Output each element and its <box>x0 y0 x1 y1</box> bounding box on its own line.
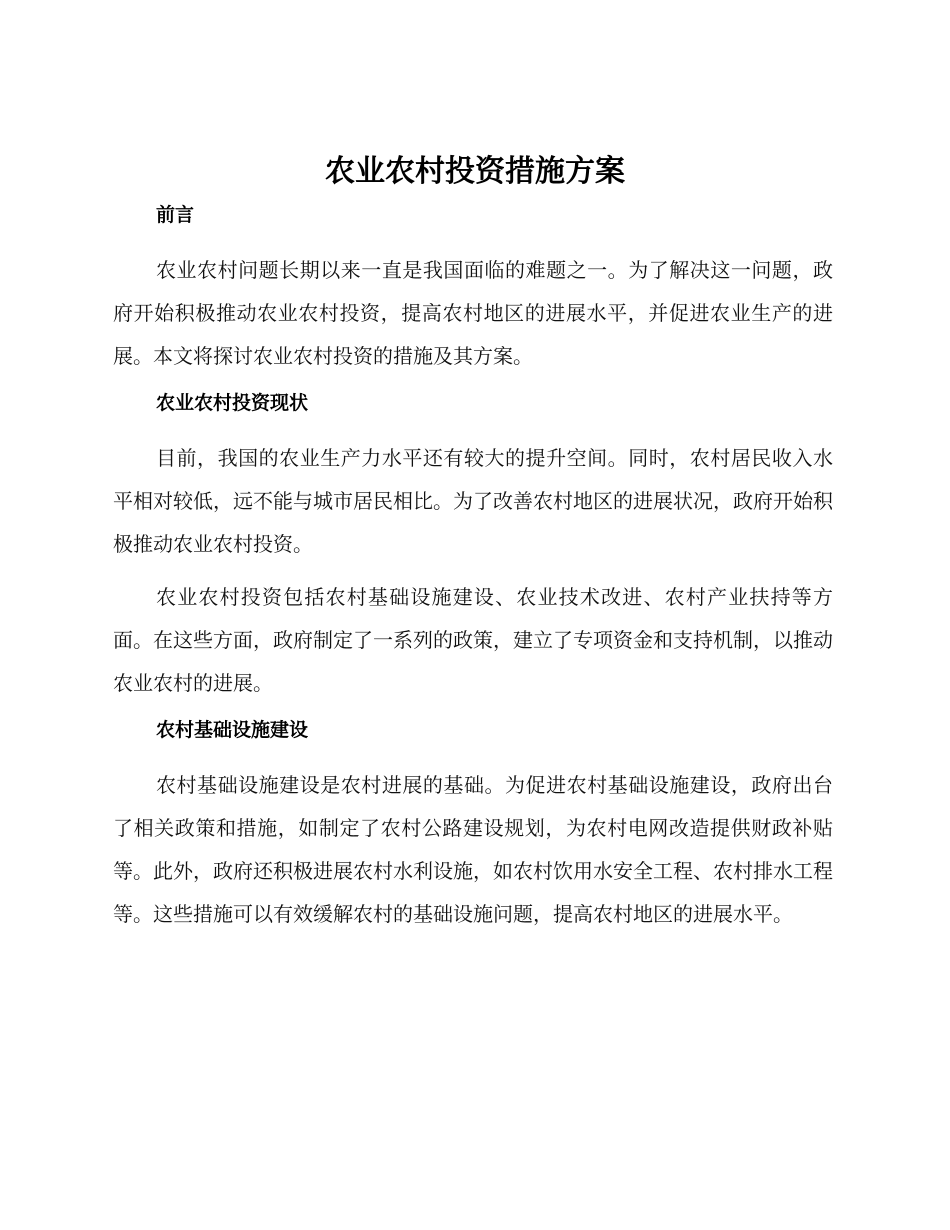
section-investment-status <box>113 388 833 705</box>
section-infrastructure <box>113 715 833 936</box>
paragraph: 农业农村问题长期以来一直是我国面临的难题之一。为了解决这一问题，政府开始积极推动农业农村投资，提高农村地区的进展水平，并促进农业生产的进展。本文将探讨农业农村投资的措施及其方案。 <box>113 258 833 368</box>
document-body <box>113 200 833 946</box>
section-heading: 农业农村投资现状 <box>156 392 309 414</box>
paragraph: 目前，我国的农业生产力水平还有较大的提升空间。同时，农村居民收入水平相对较低，远不能与城市居民相比。为了改善农村地区的进展状况，政府开始积极推动农业农村投资。 <box>113 446 833 556</box>
section-heading: 前言 <box>156 204 195 226</box>
section-preface <box>113 200 833 378</box>
section-heading: 农村基础设施建设 <box>156 719 309 741</box>
document-title: 农业农村投资措施方案 <box>325 154 625 189</box>
paragraph: 农村基础设施建设是农村进展的基础。为促进农村基础设施建设，政府出台了相关政策和措施，如制定了农村公路建设规划，为农村电网改造提供财政补贴等。此外，政府还积极进展农村水利设施，如农村饮用水安全工程、农村排水工程等。这些措施可以有效缓解农村的基础设施问题，提高农村地区的进展水平。 <box>113 773 833 926</box>
paragraph: 农业农村投资包括农村基础设施建设、农业技术改进、农村产业扶持等方面。在这些方面，政府制定了一系列的政策，建立了专项资金和支持机制，以推动农业农村的进展。 <box>113 585 833 695</box>
